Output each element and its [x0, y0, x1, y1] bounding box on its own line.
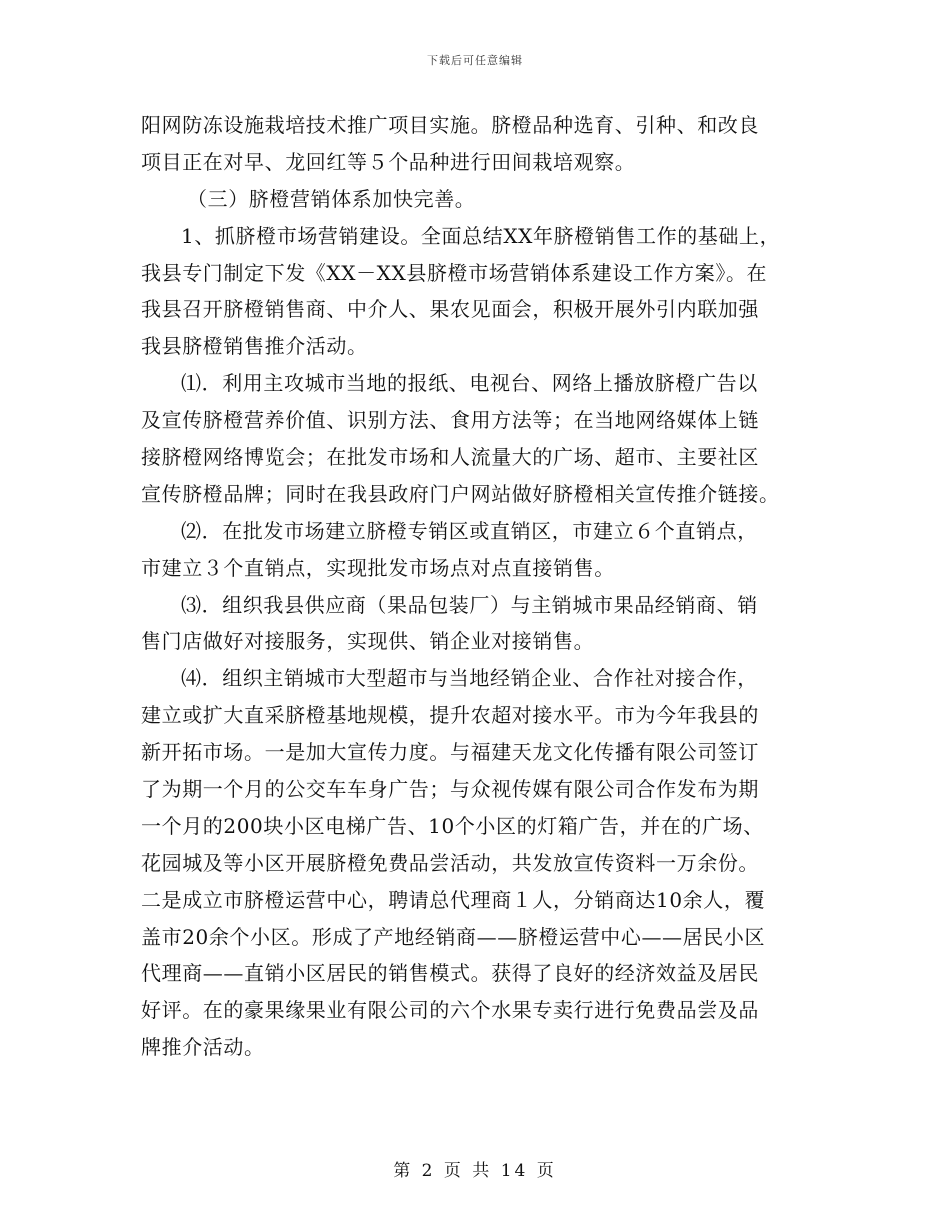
page-number: 第 2 页 共 14 页 [393, 1161, 557, 1181]
text-line: ⑷．组织主销城市大型超市与当地经销企业、合作社对接合作， [181, 666, 758, 691]
text-line: 阳网防冻设施栽培技术推广项目实施。脐橙品种选育、引种、和改良 [141, 113, 759, 137]
text-line: 我县脐橙销售推介活动。 [141, 334, 368, 359]
text-line: 代理商——直销小区居民的销售模式。获得了良好的经济效益及居民 [141, 961, 759, 986]
page-header: 下载后可任意编辑 [427, 54, 523, 67]
document-body [141, 107, 809, 1066]
text-line: 牌推介活动。 [141, 1035, 265, 1060]
text-line: 我县召开脐橙销售商、中介人、果农见面会，积极开展外引内联加强 [141, 297, 759, 322]
text-line: 盖市20余个小区。形成了产地经销商——脐橙运营中心——居民小区 [141, 924, 766, 949]
text-line: 项目正在对早、龙回红等５个品种进行田间栽培观察。 [141, 149, 636, 174]
text-line: 一个月的200块小区电梯广告、10个小区的灯箱广告，并在的广场、 [141, 813, 764, 838]
text-line: 我县专门制定下发《XX－XX县脐橙市场营销体系建设工作方案》。在 [141, 260, 768, 285]
text-line: 了为期一个月的公交车车身广告；与众视传媒有限公司合作发布为期 [141, 777, 759, 802]
text-line: 接脐橙网络博览会；在批发市场和人流量大的广场、超市、主要社区 [141, 445, 759, 470]
text-line: 及宣传脐橙营养价值、识别方法、食用方法等；在当地网络媒体上链 [141, 408, 759, 433]
text-line: 1、抓脐橙市场营销建设。全面总结XX年脐橙销售工作的基础上， [181, 223, 781, 248]
text-line: ⑵．在批发市场建立脐橙专销区或直销区，市建立６个直销点， [181, 518, 758, 543]
text-line: ⑶．组织我县供应商（果品包装厂）与主销城市果品经销商、销 [181, 592, 758, 617]
text-line: 二是成立市脐橙运营中心，聘请总代理商１人，分销商达10余人，覆 [141, 887, 766, 912]
text-line: ⑴．利用主攻城市当地的报纸、电视台、网络上播放脐橙广告以 [181, 371, 758, 396]
text-line: 售门店做好对接服务，实现供、销企业对接销售。 [141, 629, 595, 654]
text-line: 新开拓市场。一是加大宣传力度。与福建天龙文化传播有限公司签订 [141, 740, 759, 765]
text-line: 宣传脐橙品牌；同时在我县政府门户网站做好脐橙相关宣传推介链接。 [141, 481, 780, 506]
text-line: 好评。在的豪果缘果业有限公司的六个水果专卖行进行免费品尝及品 [141, 998, 759, 1023]
text-line: 建立或扩大直采脐橙基地规模，提升农超对接水平。市为今年我县的 [141, 703, 759, 728]
text-line: 花园城及等小区开展脐橙免费品尝活动，共发放宣传资料一万余份。 [141, 850, 759, 875]
text-line: 市建立３个直销点，实现批发市场点对点直接销售。 [141, 555, 615, 580]
text-line: （三）脐橙营销体系加快完善。 [187, 186, 476, 211]
